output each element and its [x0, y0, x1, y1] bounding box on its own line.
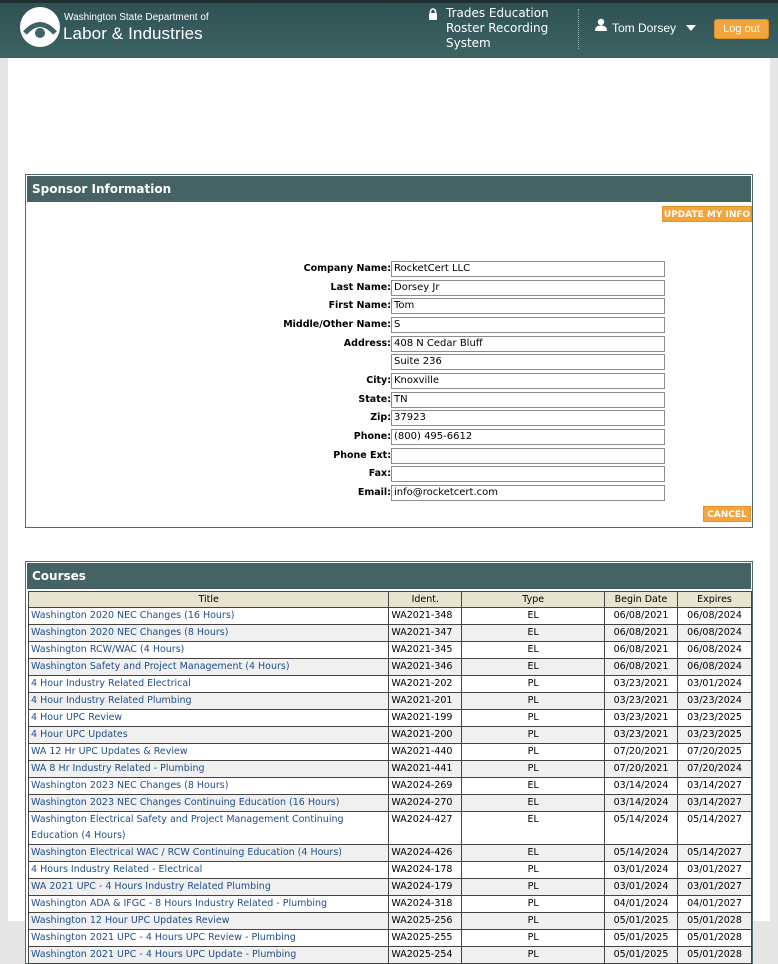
course-type: EL	[462, 845, 605, 862]
field-label: Phone:	[353, 430, 391, 442]
course-type: EL	[462, 625, 605, 642]
course-expires: 03/23/2025	[678, 727, 752, 744]
table-row[interactable]	[29, 761, 752, 778]
form-row	[26, 429, 754, 446]
course-ident: WA2021-201	[389, 693, 462, 710]
course-ident: WA2021-348	[389, 608, 462, 625]
table-row[interactable]	[29, 913, 752, 930]
field-input[interactable]: Suite 236	[391, 354, 665, 370]
course-type: EL	[462, 642, 605, 659]
course-expires: 05/01/2028	[678, 930, 752, 947]
course-ident: WA2024-269	[389, 778, 462, 795]
table-row[interactable]	[29, 795, 752, 812]
course-begin-date: 03/14/2024	[605, 778, 678, 795]
course-title-link[interactable]: Washington 12 Hour UPC Updates Review	[29, 913, 389, 930]
course-ident: WA2021-345	[389, 642, 462, 659]
courses-table	[28, 591, 752, 964]
course-ident: WA2024-270	[389, 795, 462, 812]
field-label: Middle/Other Name:	[283, 318, 391, 330]
course-ident: WA2021-441	[389, 761, 462, 778]
form-row	[26, 485, 754, 502]
cancel-button[interactable]: CANCEL	[703, 506, 751, 522]
course-expires: 03/23/2024	[678, 693, 752, 710]
course-title-link[interactable]: WA 2021 UPC - 4 Hours Industry Related Plumbing	[29, 879, 389, 896]
course-expires: 06/08/2024	[678, 642, 752, 659]
field-label: Fax:	[368, 468, 391, 480]
course-begin-date: 07/20/2021	[605, 761, 678, 778]
form-row	[26, 410, 754, 427]
app-header	[0, 0, 778, 58]
course-title-link[interactable]: Washington 2023 NEC Changes Continuing Education (16 Hours)	[29, 795, 389, 812]
course-begin-date: 03/01/2024	[605, 862, 678, 879]
course-title-link[interactable]: Washington ADA & IFGC - 8 Hours Industry Related - Plumbing	[29, 896, 389, 913]
form-row	[26, 373, 754, 390]
course-ident: WA2024-318	[389, 896, 462, 913]
table-row[interactable]	[29, 744, 752, 761]
field-label: First Name:	[328, 300, 391, 312]
course-title-link[interactable]: 4 Hour Industry Related Electrical	[29, 676, 389, 693]
course-ident: WA2024-179	[389, 879, 462, 896]
course-title-link[interactable]: WA 8 Hr Industry Related - Plumbing	[29, 761, 389, 778]
table-row[interactable]	[29, 845, 752, 862]
logout-button[interactable]: Log out	[714, 19, 769, 39]
table-row[interactable]	[29, 642, 752, 659]
course-begin-date: 05/01/2025	[605, 913, 678, 930]
course-title-link[interactable]: Washington 2020 NEC Changes (8 Hours)	[29, 625, 389, 642]
course-type: PL	[462, 710, 605, 727]
form-row	[26, 336, 754, 353]
course-begin-date: 06/08/2021	[605, 625, 678, 642]
field-input[interactable]: TN	[391, 392, 665, 408]
course-title-link[interactable]: 4 Hour Industry Related Plumbing	[29, 693, 389, 710]
course-expires: 06/08/2024	[678, 659, 752, 676]
main-content	[8, 58, 770, 960]
form-row	[26, 354, 754, 371]
course-title-link[interactable]: Washington 2021 UPC - 4 Hours UPC Update - Plumbing	[29, 947, 389, 964]
field-input[interactable]: Tom	[391, 298, 665, 314]
field-label: Zip:	[370, 412, 391, 424]
column-header-begin-date[interactable]: Begin Date	[605, 592, 678, 608]
course-expires: 07/20/2024	[678, 761, 752, 778]
form-row	[26, 280, 754, 297]
course-type: PL	[462, 862, 605, 879]
course-ident: WA2024-427	[389, 812, 462, 845]
course-begin-date: 05/01/2025	[605, 947, 678, 964]
course-type: EL	[462, 795, 605, 812]
user-icon	[595, 18, 607, 31]
course-ident: WA2025-256	[389, 913, 462, 930]
field-input[interactable]: 37923	[391, 410, 665, 426]
course-title-link[interactable]: WA 12 Hr UPC Updates & Review	[29, 744, 389, 761]
course-begin-date: 03/23/2021	[605, 727, 678, 744]
course-expires: 03/23/2025	[678, 710, 752, 727]
course-title-link[interactable]: 4 Hour UPC Review	[29, 710, 389, 727]
table-row[interactable]	[29, 812, 752, 845]
courses-panel	[25, 561, 753, 964]
field-input[interactable]: RocketCert LLC	[391, 261, 665, 277]
course-expires: 03/01/2027	[678, 862, 752, 879]
course-expires: 03/14/2027	[678, 795, 752, 812]
update-my-info-button[interactable]: UPDATE MY INFO	[662, 206, 752, 222]
course-title-link[interactable]: Washington Safety and Project Management (4 Hours)	[29, 659, 389, 676]
field-input[interactable]	[391, 466, 665, 482]
course-ident: WA2021-440	[389, 744, 462, 761]
course-begin-date: 04/01/2024	[605, 896, 678, 913]
form-row	[26, 317, 754, 334]
course-title-link[interactable]: Washington 2023 NEC Changes (8 Hours)	[29, 778, 389, 795]
course-ident: WA2021-202	[389, 676, 462, 693]
table-row[interactable]	[29, 727, 752, 744]
table-header-row	[29, 592, 752, 608]
field-label: Last Name:	[330, 281, 391, 293]
course-type: EL	[462, 778, 605, 795]
course-type: PL	[462, 676, 605, 693]
field-input[interactable]: info@rocketcert.com	[391, 485, 665, 501]
course-expires: 06/08/2024	[678, 608, 752, 625]
course-type: PL	[462, 727, 605, 744]
form-row	[26, 466, 754, 483]
course-type: PL	[462, 913, 605, 930]
table-row[interactable]	[29, 879, 752, 896]
field-input[interactable]: (800) 495-6612	[391, 429, 665, 445]
form-row	[26, 298, 754, 315]
course-expires: 04/01/2027	[678, 896, 752, 913]
field-label: Phone Ext:	[333, 449, 391, 461]
table-row[interactable]	[29, 862, 752, 879]
course-expires: 06/08/2024	[678, 625, 752, 642]
course-expires: 03/14/2027	[678, 778, 752, 795]
course-begin-date: 03/23/2021	[605, 693, 678, 710]
field-label: Email:	[357, 486, 391, 498]
course-type: EL	[462, 659, 605, 676]
header-divider	[578, 9, 579, 49]
course-expires: 05/14/2027	[678, 812, 752, 845]
course-title-link[interactable]: Washington RCW/WAC (4 Hours)	[29, 642, 389, 659]
form-row	[26, 392, 754, 409]
field-input[interactable]: 408 N Cedar Bluff	[391, 336, 665, 352]
course-begin-date: 03/23/2021	[605, 710, 678, 727]
lni-logo-icon[interactable]	[19, 6, 61, 48]
course-begin-date: 03/14/2024	[605, 795, 678, 812]
courses-panel-title: Courses	[27, 563, 751, 589]
course-expires: 03/01/2024	[678, 676, 752, 693]
table-row[interactable]	[29, 676, 752, 693]
course-ident: WA2025-255	[389, 930, 462, 947]
system-title[interactable]: Trades Education Roster Recording System	[446, 6, 549, 50]
course-title-link[interactable]: Washington 2020 NEC Changes (16 Hours)	[29, 608, 389, 625]
column-header-ident[interactable]: Ident.	[389, 592, 462, 608]
course-begin-date: 06/08/2021	[605, 608, 678, 625]
course-title-link[interactable]: Washington 2021 UPC - 4 Hours UPC Review - Plumbing	[29, 930, 389, 947]
table-row[interactable]	[29, 625, 752, 642]
course-begin-date: 06/08/2021	[605, 659, 678, 676]
course-type: PL	[462, 896, 605, 913]
agency-name-line1: Washington State Department of	[64, 12, 209, 23]
field-label: State:	[358, 393, 391, 405]
course-type: PL	[462, 693, 605, 710]
column-header-title[interactable]: Title	[29, 592, 389, 608]
course-ident: WA2021-347	[389, 625, 462, 642]
table-row[interactable]	[29, 693, 752, 710]
table-row[interactable]	[29, 608, 752, 625]
course-begin-date: 03/23/2021	[605, 676, 678, 693]
lock-icon	[428, 8, 438, 20]
agency-name-line2: Labor & Industries	[63, 24, 203, 43]
course-ident: WA2024-178	[389, 862, 462, 879]
field-input[interactable]	[391, 448, 665, 464]
field-label: City:	[366, 374, 391, 386]
chevron-down-icon[interactable]	[686, 25, 696, 31]
course-type: PL	[462, 947, 605, 964]
course-ident: WA2021-200	[389, 727, 462, 744]
field-label: Address:	[343, 337, 391, 349]
course-expires: 05/01/2028	[678, 947, 752, 964]
course-expires: 07/20/2025	[678, 744, 752, 761]
field-input[interactable]: Knoxville	[391, 373, 665, 389]
course-begin-date: 03/01/2024	[605, 879, 678, 896]
form-row	[26, 261, 754, 278]
sponsor-panel-title: Sponsor Information	[27, 176, 751, 202]
table-row[interactable]	[29, 947, 752, 964]
user-menu[interactable]: Tom Dorsey	[612, 21, 677, 35]
field-input[interactable]: S	[391, 317, 665, 333]
table-row[interactable]	[29, 930, 752, 947]
form-row	[26, 448, 754, 465]
table-row[interactable]	[29, 778, 752, 795]
course-ident: WA2024-426	[389, 845, 462, 862]
course-type: PL	[462, 744, 605, 761]
course-ident: WA2021-346	[389, 659, 462, 676]
course-title-link[interactable]: Washington Electrical WAC / RCW Continuing Education (4 Hours)	[29, 845, 389, 862]
course-begin-date: 05/01/2025	[605, 930, 678, 947]
course-type: PL	[462, 879, 605, 896]
column-header-expires[interactable]: Expires	[678, 592, 752, 608]
course-begin-date: 05/14/2024	[605, 845, 678, 862]
table-row[interactable]	[29, 710, 752, 727]
course-begin-date: 05/14/2024	[605, 812, 678, 845]
course-begin-date: 06/08/2021	[605, 642, 678, 659]
course-begin-date: 07/20/2021	[605, 744, 678, 761]
course-ident: WA2025-254	[389, 947, 462, 964]
course-expires: 05/01/2028	[678, 913, 752, 930]
course-expires: 05/14/2027	[678, 845, 752, 862]
course-type: PL	[462, 761, 605, 778]
course-ident: WA2021-199	[389, 710, 462, 727]
course-title-link[interactable]: 4 Hour UPC Updates	[29, 727, 389, 744]
field-input[interactable]: Dorsey Jr	[391, 280, 665, 296]
table-row[interactable]	[29, 896, 752, 913]
course-type: EL	[462, 608, 605, 625]
table-row[interactable]	[29, 659, 752, 676]
sponsor-panel	[25, 174, 753, 528]
course-expires: 03/01/2027	[678, 879, 752, 896]
field-label: Company Name:	[303, 263, 391, 274]
course-title-link[interactable]: 4 Hours Industry Related - Electrical	[29, 862, 389, 879]
course-title-link[interactable]: Washington Electrical Safety and Project Management Continuing Education (4 Hours)	[29, 812, 389, 845]
course-type: PL	[462, 930, 605, 947]
course-type: EL	[462, 812, 605, 845]
column-header-type[interactable]: Type	[462, 592, 605, 608]
